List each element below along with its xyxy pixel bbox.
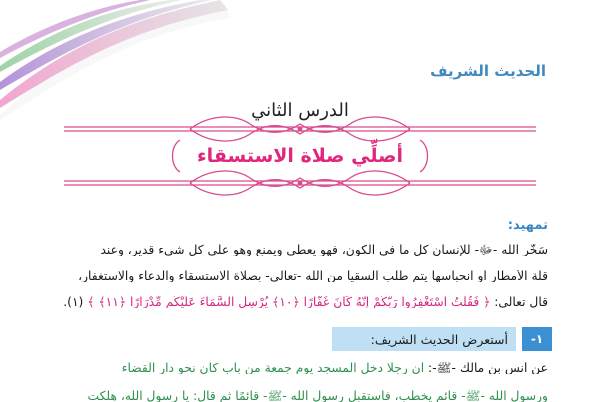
lesson-title: أصلِّي صلاة الاستسقاء [196, 145, 404, 167]
footnote-marker: (١). [63, 296, 84, 309]
intro-line-1: سَخَّر الله -ﷻ- للإنسان كل ما في الكون، فهو يعطي ويمنع وهو على كل شيء قدير، وعند [100, 244, 548, 257]
verse-intro: قال تعالى: [494, 296, 548, 309]
intro-heading: تمهيد: [507, 218, 548, 233]
subsection-number: ١- [522, 327, 552, 351]
intro-line-2: قلة الأمطار أو انحباسها يتم طلب السقيا من الله -تعالى- بصلاة الاستسقاء والدعاء والاستغفار، [78, 270, 548, 283]
section-title: الحديث الشريف [430, 62, 546, 80]
narrator: عن أنس بن مالك -ﷺ-: [428, 362, 548, 375]
hadith-text: أن رجلًا دخل المسجد يوم جمعة من بابٍ كان نحو دار القضاء [121, 362, 425, 375]
intro-line-3 [48, 296, 548, 308]
quran-verse: ﴿ فَقُلْتُ اسْتَغْفِرُوا رَبَّكُمْ إِنَّهُ كَانَ غَفَّارًا ﴿١٠﴾ يُرْسِلِ السَّمَاءَ عَلَيْكُم مِّدْرَارًا ﴿١١﴾ ﴾ [87, 296, 491, 309]
subsection-title: أستعرض الحديث الشريف: [332, 327, 516, 351]
lesson-title-banner [60, 112, 540, 200]
hadith-line-2: ورسول الله -ﷺ- قائم يخطب، فاستقبل رسول الله -ﷺ- قائمًا ثم قال: يا رسول الله، هلكت [87, 390, 548, 402]
hadith-line-1 [48, 362, 548, 374]
subsection-header [332, 327, 552, 351]
lesson-number: الدرس الثاني [251, 100, 349, 121]
